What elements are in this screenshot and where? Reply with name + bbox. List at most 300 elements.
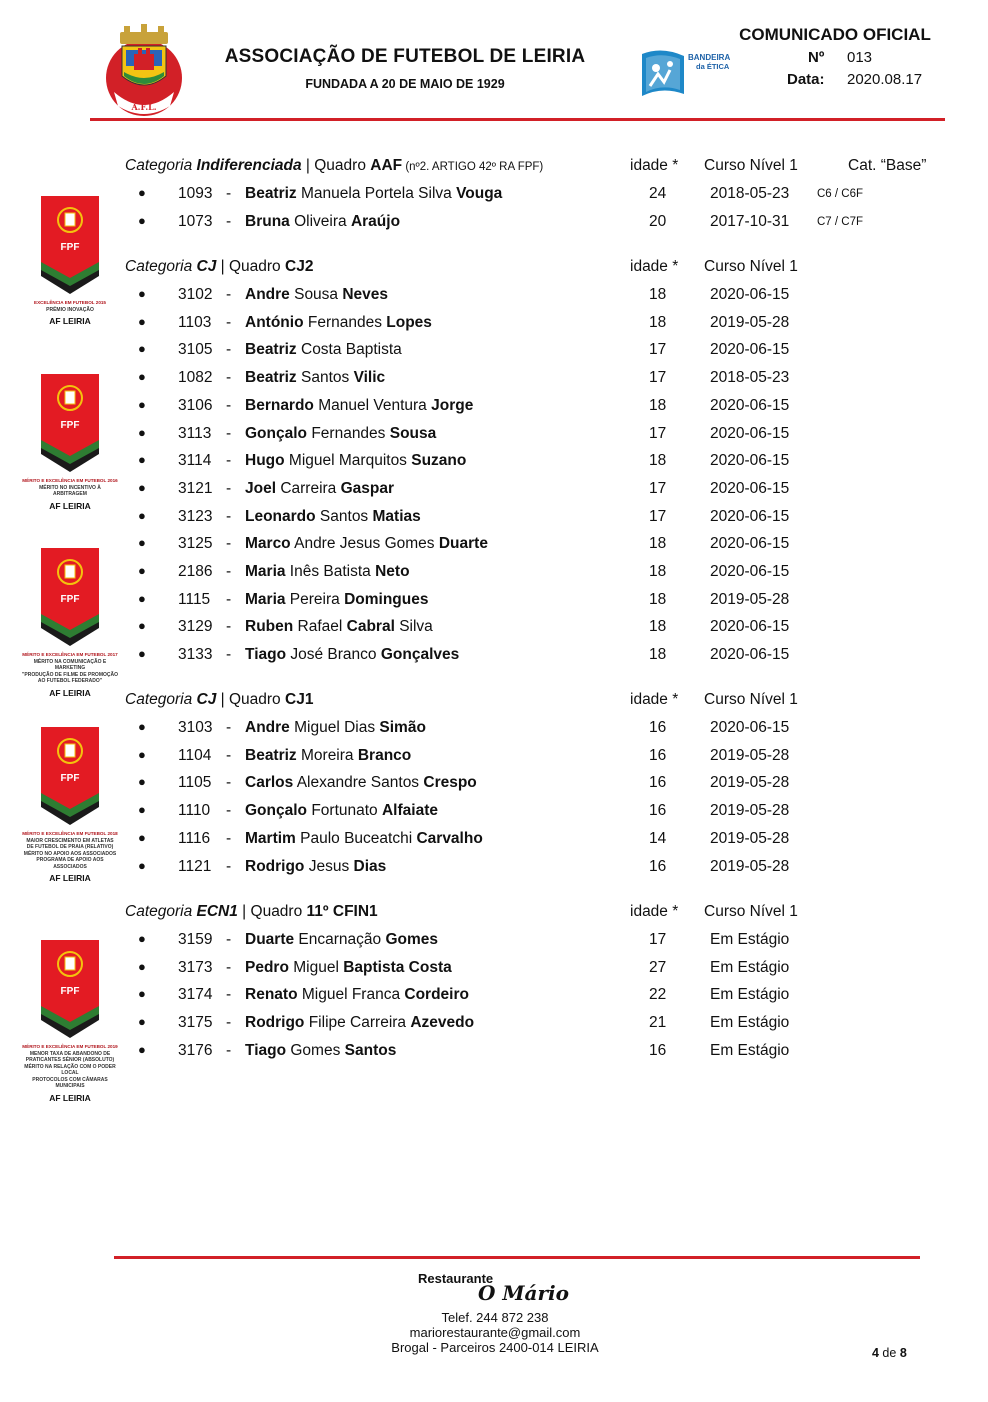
name-suffix: Silva bbox=[394, 618, 433, 636]
member-number: 3133 bbox=[178, 646, 213, 664]
member-age: 16 bbox=[649, 774, 667, 792]
dash-separator: - bbox=[226, 746, 232, 764]
middle-name: Inês Batista bbox=[285, 563, 376, 580]
last-name: Carvalho bbox=[416, 829, 483, 847]
course-date: 2020-06-15 bbox=[710, 563, 790, 580]
middle-name: Filipe Carreira bbox=[304, 1014, 411, 1032]
last-name: Baptista bbox=[345, 341, 402, 359]
bullet-icon: ● bbox=[138, 313, 146, 329]
member-age: 20 bbox=[649, 212, 667, 230]
member-name bbox=[245, 618, 433, 636]
member-number: 1110 bbox=[178, 802, 211, 820]
last-name: Sousa bbox=[389, 424, 437, 442]
bullet-icon: ● bbox=[138, 563, 146, 578]
middle-name: Manuela Portela Silva bbox=[296, 185, 457, 202]
dash-separator: - bbox=[226, 479, 232, 497]
member-number: 3106 bbox=[178, 396, 213, 414]
last-name: Jorge bbox=[431, 396, 474, 414]
middle-name: Moreira bbox=[296, 746, 358, 764]
member-number: 3105 bbox=[178, 341, 213, 359]
category-title bbox=[125, 691, 313, 709]
first-name: Joel bbox=[245, 479, 277, 497]
list-item bbox=[0, 185, 988, 212]
member-number: 3175 bbox=[178, 1014, 213, 1032]
first-name: Beatriz bbox=[245, 746, 297, 764]
list-item bbox=[0, 858, 988, 885]
course-date: 2019-05-28 bbox=[710, 802, 790, 820]
dash-separator: - bbox=[226, 396, 232, 414]
column-curso: Curso Nível 1 bbox=[704, 903, 798, 920]
dash-separator: - bbox=[226, 590, 232, 608]
dash-separator: - bbox=[226, 958, 232, 976]
middle-name: Paulo Buceatchi bbox=[295, 829, 417, 847]
svg-text:da ÉTICA: da ÉTICA bbox=[696, 62, 730, 71]
last-name: Santos bbox=[344, 1041, 397, 1059]
list-item bbox=[0, 341, 988, 368]
member-name bbox=[245, 425, 436, 443]
header-divider bbox=[90, 118, 945, 121]
member-number: 1073 bbox=[178, 212, 213, 230]
badge-af-label: AF LEIRIA bbox=[49, 500, 91, 511]
bullet-icon: ● bbox=[138, 590, 146, 606]
restaurant-name: O Mário bbox=[478, 1281, 569, 1305]
course-date: 2020-06-15 bbox=[710, 618, 790, 636]
member-name bbox=[245, 802, 438, 820]
category-value: CJ bbox=[196, 258, 217, 275]
member-number: 1115 bbox=[178, 590, 211, 608]
middle-name: Sousa bbox=[289, 286, 343, 303]
dash-separator: - bbox=[226, 286, 232, 303]
bullet-icon: ● bbox=[138, 341, 146, 357]
member-name bbox=[245, 1042, 396, 1060]
member-name bbox=[245, 563, 410, 581]
member-age: 18 bbox=[649, 286, 667, 303]
badge-caption: MÉRITO E EXCELÊNCIA EM FUTEBOL 2017 bbox=[22, 652, 118, 657]
member-number: 3176 bbox=[178, 1041, 213, 1059]
member-age: 18 bbox=[649, 452, 667, 470]
member-number: 1121 bbox=[178, 857, 212, 875]
last-name: Lopes bbox=[386, 313, 432, 331]
badge-caption: DE FUTEBOL DE PRAIA (RELATIVO) bbox=[26, 844, 114, 850]
category-prefix: Categoria bbox=[125, 258, 197, 275]
dash-separator: - bbox=[226, 618, 232, 636]
last-name: Neto bbox=[375, 563, 410, 580]
last-name: Alfaiate bbox=[381, 802, 438, 820]
dash-separator: - bbox=[226, 185, 232, 202]
badge-af-label: AF LEIRIA bbox=[49, 873, 91, 883]
bullet-icon: ● bbox=[138, 857, 146, 873]
dash-separator: - bbox=[226, 212, 232, 230]
category-prefix: Categoria bbox=[125, 157, 197, 174]
member-name bbox=[245, 341, 402, 359]
dash-separator: - bbox=[226, 802, 232, 820]
first-name: Maria bbox=[245, 590, 286, 608]
base-category-code: C7 / C7F bbox=[817, 215, 864, 228]
restaurant-phone: Telef. 244 872 238 bbox=[441, 1310, 549, 1325]
course-date: Em Estágio bbox=[710, 958, 790, 976]
dash-separator: - bbox=[226, 986, 232, 1004]
bullet-icon: ● bbox=[138, 618, 146, 634]
first-name: Carlos bbox=[245, 774, 294, 792]
member-number: 3103 bbox=[178, 719, 213, 736]
course-date: 2020-06-15 bbox=[710, 396, 790, 414]
course-date: 2020-06-15 bbox=[710, 424, 790, 442]
column-age: idade * bbox=[630, 157, 679, 174]
middle-name: Fortunato bbox=[307, 802, 382, 820]
list-item bbox=[0, 591, 988, 618]
first-name: Andre bbox=[245, 286, 290, 303]
first-name: Beatriz bbox=[245, 341, 297, 359]
member-name bbox=[245, 535, 488, 553]
middle-name: Miguel Franca bbox=[297, 986, 405, 1004]
category-header bbox=[0, 903, 988, 930]
column-base: Cat. “Base” bbox=[848, 157, 927, 174]
bullet-icon: ● bbox=[138, 931, 146, 946]
fpf-text: FPF bbox=[60, 986, 80, 997]
restaurant-address: Brogal - Parceiros 2400-014 LEIRIA bbox=[391, 1340, 599, 1355]
list-item bbox=[0, 646, 988, 673]
list-item bbox=[0, 397, 988, 424]
member-age: 17 bbox=[649, 341, 667, 359]
member-age: 22 bbox=[649, 986, 667, 1004]
list-item bbox=[0, 314, 988, 341]
badge-caption: EXCELÊNCIA EM FUTEBOL 2015 bbox=[34, 300, 106, 305]
quadro-note: (nº2. ARTIGO 42º RA FPF) bbox=[402, 161, 544, 173]
last-name: Simão bbox=[379, 719, 426, 736]
bullet-icon: ● bbox=[138, 212, 146, 228]
member-number: 3159 bbox=[178, 931, 213, 948]
category-value: Indiferenciada bbox=[196, 157, 302, 174]
first-name: Beatriz bbox=[245, 185, 297, 202]
column-age: idade * bbox=[630, 691, 679, 708]
member-age: 16 bbox=[649, 719, 667, 736]
dash-separator: - bbox=[226, 931, 232, 948]
middle-name: Miguel Dias bbox=[289, 719, 380, 736]
column-age: idade * bbox=[630, 903, 679, 920]
middle-name: Jesus bbox=[304, 857, 354, 875]
middle-name: Pereira bbox=[285, 590, 345, 608]
organization-title: ASSOCIAÇÃO DE FUTEBOL DE LEIRIA bbox=[224, 46, 586, 67]
category-value: CJ bbox=[196, 691, 217, 708]
first-name: Gonçalo bbox=[245, 424, 308, 442]
middle-name: Miguel bbox=[288, 958, 344, 976]
course-date: 2019-05-28 bbox=[710, 774, 790, 792]
member-age: 17 bbox=[649, 479, 667, 497]
course-date: 2020-06-15 bbox=[710, 286, 790, 303]
middle-name: Fernandes bbox=[307, 424, 390, 442]
first-name: Andre bbox=[245, 719, 290, 736]
page-indicator bbox=[872, 1346, 907, 1360]
category-header bbox=[0, 258, 988, 285]
category-prefix: Categoria bbox=[125, 903, 197, 920]
list-item bbox=[0, 369, 988, 396]
member-name bbox=[245, 858, 386, 876]
last-name: Gomes bbox=[385, 931, 439, 948]
last-name: Crespo bbox=[423, 774, 477, 792]
middle-name: Costa bbox=[296, 341, 346, 359]
dash-separator: - bbox=[226, 424, 232, 442]
quadro-value: AAF bbox=[370, 157, 403, 174]
member-number: 1105 bbox=[178, 774, 212, 792]
bullet-icon: ● bbox=[138, 424, 146, 440]
badge-caption: MÉRITO E EXCELÊNCIA EM FUTEBOL 2016 bbox=[22, 478, 118, 483]
bullet-icon: ● bbox=[138, 802, 146, 818]
page-total: 8 bbox=[899, 1346, 907, 1360]
badge-caption: PRATICANTES SÉNIOR (ABSOLUTO) bbox=[25, 1057, 115, 1063]
last-name: Gonçalves bbox=[380, 646, 460, 664]
date-value: 2020.08.17 bbox=[847, 71, 923, 88]
first-name: Duarte bbox=[245, 931, 295, 948]
middle-name: Andre Jesus Gomes bbox=[290, 535, 439, 553]
member-name bbox=[245, 452, 466, 470]
course-date: 2020-06-15 bbox=[710, 341, 790, 359]
list-item bbox=[0, 1042, 988, 1069]
dash-separator: - bbox=[226, 507, 232, 525]
last-name: Cordeiro bbox=[404, 986, 469, 1004]
last-name: Domingues bbox=[344, 590, 429, 608]
course-date: 2020-06-15 bbox=[710, 452, 790, 470]
bullet-icon: ● bbox=[138, 646, 146, 662]
first-name: Gonçalo bbox=[245, 802, 308, 820]
category-title bbox=[125, 903, 378, 921]
course-date: Em Estágio bbox=[710, 1041, 790, 1059]
member-number: 3174 bbox=[178, 986, 213, 1004]
last-name: Branco bbox=[357, 746, 412, 764]
member-age: 18 bbox=[649, 563, 667, 580]
course-date: 2020-06-15 bbox=[710, 535, 790, 553]
last-name: Azevedo bbox=[410, 1014, 475, 1032]
middle-name: Santos bbox=[315, 507, 373, 525]
list-item bbox=[0, 213, 988, 240]
member-number: 1116 bbox=[178, 829, 211, 847]
member-name bbox=[245, 213, 400, 231]
bullet-icon: ● bbox=[138, 774, 146, 790]
first-name: Renato bbox=[245, 986, 298, 1004]
member-name bbox=[245, 959, 452, 977]
category-title bbox=[125, 157, 543, 175]
date-label: Data: bbox=[787, 71, 825, 88]
list-item bbox=[0, 830, 988, 857]
first-name: Hugo bbox=[245, 452, 285, 470]
member-age: 18 bbox=[649, 590, 667, 608]
first-name: Martim bbox=[245, 829, 296, 847]
last-name: Baptista Costa bbox=[343, 958, 452, 976]
course-date: 2019-05-28 bbox=[710, 746, 790, 764]
quadro-value: CJ2 bbox=[285, 258, 314, 275]
dash-separator: - bbox=[226, 535, 232, 553]
column-age: idade * bbox=[630, 258, 679, 275]
course-date: 2017-10-31 bbox=[710, 212, 790, 230]
member-age: 18 bbox=[649, 646, 667, 664]
bullet-icon: ● bbox=[138, 535, 146, 551]
member-name bbox=[245, 830, 483, 848]
list-item bbox=[0, 618, 988, 645]
badge-caption: MÉRITO NO APOIO AOS ASSOCIADOS bbox=[23, 850, 117, 857]
dash-separator: - bbox=[226, 774, 232, 792]
dash-separator: - bbox=[226, 452, 232, 470]
fpf-text: FPF bbox=[60, 773, 80, 784]
list-item bbox=[0, 480, 988, 507]
middle-name: Carreira bbox=[276, 479, 341, 497]
bullet-icon: ● bbox=[138, 829, 146, 845]
badge-caption: AO FUTEBOL FEDERADO" bbox=[37, 678, 103, 684]
quadro-prefix: | Quadro bbox=[216, 258, 285, 275]
dash-separator: - bbox=[226, 829, 232, 847]
category-header bbox=[0, 691, 988, 718]
first-name: Bruna bbox=[245, 212, 290, 230]
list-item bbox=[0, 719, 988, 746]
member-age: 21 bbox=[649, 1014, 667, 1032]
category-value: ECN1 bbox=[196, 903, 238, 920]
first-name: Ruben bbox=[245, 618, 294, 636]
member-name bbox=[245, 719, 426, 737]
middle-name: Fernandes bbox=[303, 313, 387, 331]
list-item bbox=[0, 425, 988, 452]
course-date: 2020-06-15 bbox=[710, 719, 790, 736]
member-name bbox=[245, 480, 394, 498]
list-item bbox=[0, 1014, 988, 1041]
bullet-icon: ● bbox=[138, 1014, 146, 1030]
member-number: 3125 bbox=[178, 535, 213, 553]
member-number: 3121 bbox=[178, 479, 213, 497]
member-age: 14 bbox=[649, 829, 667, 847]
badge-caption: MÉRITO NA COMUNICAÇÃO E MARKETING bbox=[33, 658, 107, 671]
quadro-prefix: | Quadro bbox=[237, 903, 307, 920]
first-name: Rodrigo bbox=[245, 1014, 305, 1032]
badge-caption: "PRODUÇÃO DE FILME DE PROMOÇÃO bbox=[22, 671, 118, 678]
member-number: 3102 bbox=[178, 286, 213, 303]
first-name: Tiago bbox=[245, 646, 287, 664]
member-number: 3173 bbox=[178, 958, 213, 976]
dash-separator: - bbox=[226, 369, 232, 387]
middle-name: Santos bbox=[296, 369, 354, 387]
dash-separator: - bbox=[226, 1041, 232, 1059]
member-number: 1082 bbox=[178, 369, 213, 387]
fpf-text: FPF bbox=[60, 242, 80, 253]
course-date: Em Estágio bbox=[710, 1014, 790, 1032]
dash-separator: - bbox=[226, 857, 232, 875]
middle-name: Rafael bbox=[293, 618, 347, 636]
member-name bbox=[245, 369, 385, 387]
last-name: Gaspar bbox=[340, 479, 395, 497]
quadro-value: CJ1 bbox=[285, 691, 314, 708]
member-age: 18 bbox=[649, 535, 667, 553]
last-name: Vouga bbox=[456, 185, 503, 202]
badge-caption: MÉRITO NO INCENTIVO À ARBITRAGEM bbox=[39, 484, 101, 497]
quadro-prefix: | Quadro bbox=[216, 691, 285, 708]
bullet-icon: ● bbox=[138, 185, 146, 200]
page-separator: de bbox=[878, 1346, 900, 1360]
member-number: 3114 bbox=[178, 452, 212, 470]
course-date: 2018-05-23 bbox=[710, 185, 790, 202]
member-age: 18 bbox=[649, 396, 667, 414]
member-name bbox=[245, 1014, 474, 1032]
list-item bbox=[0, 931, 988, 958]
category-title bbox=[125, 258, 313, 276]
course-date: 2019-05-28 bbox=[710, 313, 790, 331]
member-number: 1093 bbox=[178, 185, 213, 202]
bullet-icon: ● bbox=[138, 719, 146, 734]
first-name: Maria bbox=[245, 563, 286, 580]
middle-name: Gomes bbox=[286, 1041, 345, 1059]
member-name bbox=[245, 986, 469, 1004]
bullet-icon: ● bbox=[138, 746, 146, 762]
member-number: 3129 bbox=[178, 618, 213, 636]
list-item bbox=[0, 986, 988, 1013]
bullet-icon: ● bbox=[138, 958, 146, 974]
member-age: 17 bbox=[649, 369, 667, 387]
member-name bbox=[245, 931, 438, 949]
bullet-icon: ● bbox=[138, 507, 146, 523]
course-date: 2018-05-23 bbox=[710, 369, 790, 387]
member-age: 17 bbox=[649, 424, 667, 442]
first-name: Bernardo bbox=[245, 396, 314, 414]
footer-divider bbox=[114, 1256, 920, 1259]
middle-name: Manuel Ventura bbox=[313, 396, 432, 414]
organization-subtitle: FUNDADA A 20 DE MAIO DE 1929 bbox=[305, 77, 505, 91]
member-name bbox=[245, 286, 388, 304]
member-name bbox=[245, 314, 432, 332]
category-prefix: Categoria bbox=[125, 691, 197, 708]
last-name: Cabral bbox=[346, 618, 395, 636]
member-number: 3113 bbox=[178, 424, 212, 442]
last-name: Vilic bbox=[353, 369, 386, 387]
course-date: 2019-05-28 bbox=[710, 857, 790, 875]
last-name: Neves bbox=[342, 286, 389, 303]
badge-af-label: AF LEIRIA bbox=[49, 687, 91, 698]
member-name bbox=[245, 185, 502, 203]
member-age: 16 bbox=[649, 1041, 667, 1059]
member-number: 2186 bbox=[178, 563, 213, 580]
last-name: Duarte bbox=[438, 535, 488, 553]
member-number: 1104 bbox=[178, 746, 212, 764]
bandeira-etica-logo bbox=[636, 46, 736, 104]
bullet-icon: ● bbox=[138, 286, 146, 301]
list-item bbox=[0, 774, 988, 801]
list-item bbox=[0, 535, 988, 562]
afl-crest-logo bbox=[104, 22, 184, 118]
badge-caption: MAIOR CRESCIMENTO EM ATLETAS bbox=[26, 837, 114, 844]
course-date: Em Estágio bbox=[710, 986, 790, 1004]
member-number: 1103 bbox=[178, 313, 212, 331]
list-item bbox=[0, 747, 988, 774]
middle-name: Miguel Marquitos bbox=[284, 452, 412, 470]
member-name bbox=[245, 591, 429, 609]
quadro-prefix: | Quadro bbox=[301, 157, 371, 174]
middle-name: Oliveira bbox=[289, 212, 351, 230]
middle-name: José Branco bbox=[286, 646, 381, 664]
badge-caption: MÉRITO NA RELAÇÃO COM O PODER LOCAL bbox=[24, 1063, 116, 1076]
badge-caption: MÉRITO E EXCELÊNCIA EM FUTEBOL 2019 bbox=[22, 1044, 118, 1049]
middle-name: Encarnação bbox=[294, 931, 386, 948]
course-date: 2020-06-15 bbox=[710, 479, 790, 497]
badge-caption: PROGRAMA DE APOIO AOS ASSOCIADOS bbox=[36, 857, 104, 870]
member-name bbox=[245, 397, 473, 415]
first-name: Beatriz bbox=[245, 369, 297, 387]
member-age: 17 bbox=[649, 507, 667, 525]
svg-text:BANDEIRA: BANDEIRA bbox=[688, 53, 731, 62]
list-item bbox=[0, 959, 988, 986]
number-label: Nº bbox=[808, 49, 825, 66]
badge-caption: MENOR TAXA DE ABANDONO DE bbox=[29, 1050, 111, 1057]
first-name: António bbox=[245, 313, 304, 331]
bullet-icon: ● bbox=[138, 396, 146, 412]
list-item bbox=[0, 508, 988, 535]
course-date: 2020-06-15 bbox=[710, 507, 790, 525]
list-item bbox=[0, 286, 988, 313]
member-name bbox=[245, 508, 421, 526]
member-age: 16 bbox=[649, 802, 667, 820]
